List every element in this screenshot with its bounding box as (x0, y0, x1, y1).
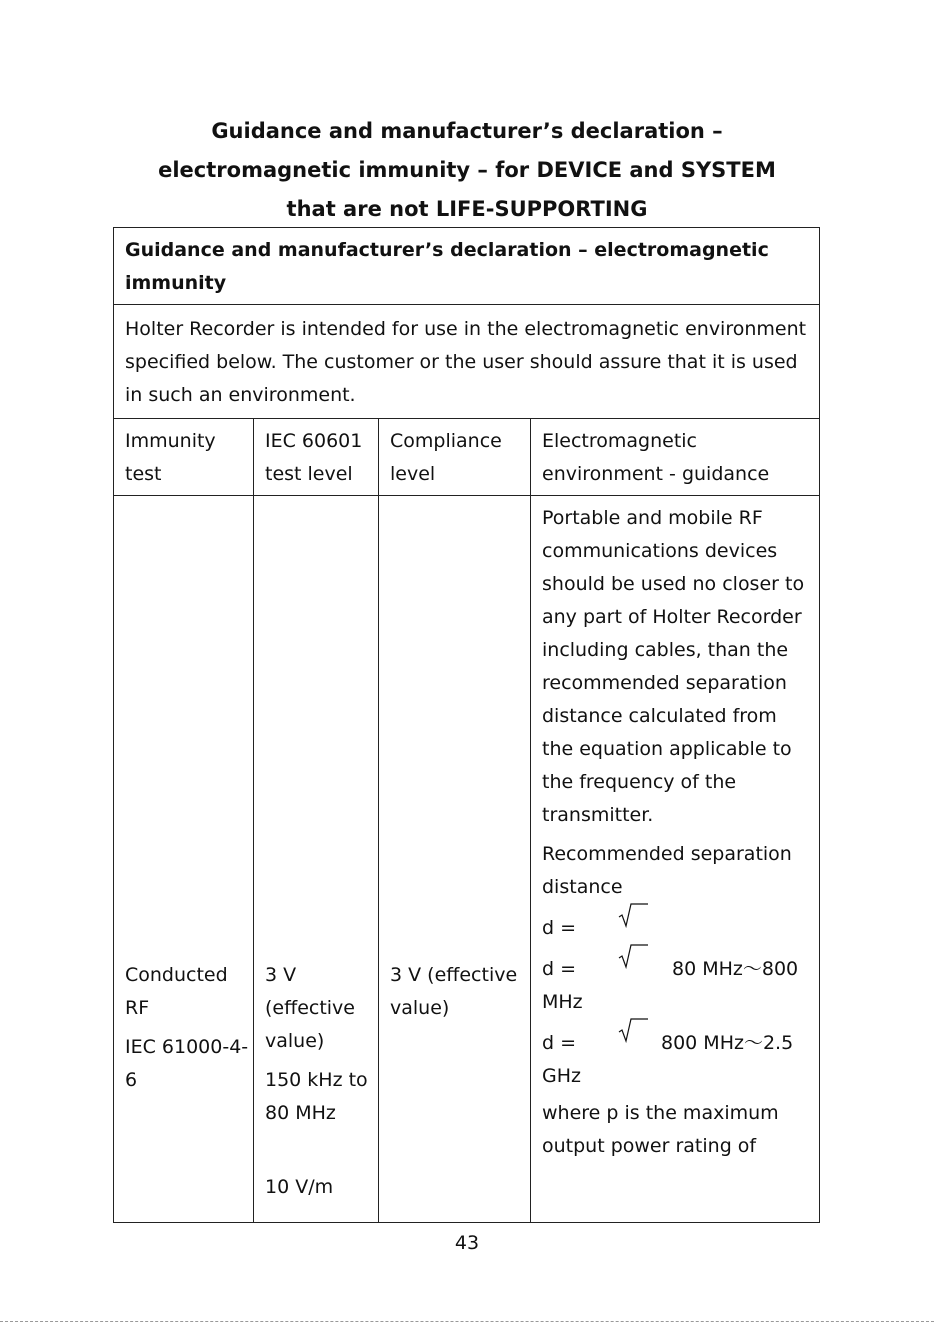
iec-level-value: 3 V (effective value) (265, 964, 355, 1052)
equation-1-label: d = (542, 917, 577, 939)
cell-compliance (379, 496, 531, 1223)
test-standard: IEC 61000-4-6 (125, 1036, 249, 1091)
equation-1 (542, 912, 813, 945)
iec-level-radiated: 10 V/m (265, 1176, 334, 1198)
guidance-paragraph-2: Recommended separation distance (542, 843, 792, 898)
cell-guidance (531, 496, 820, 1223)
sqrt-icon (618, 943, 648, 969)
equation-3-frequency: 800 MHz～2.5 (661, 1032, 794, 1054)
test-name: Conducted RF (125, 964, 228, 1019)
equation-2-label: d = (542, 958, 577, 980)
title-line-1: Guidance and manufacturer’s declaration – (211, 119, 723, 143)
document-title (0, 112, 934, 229)
equation-3-label: d = (542, 1032, 577, 1054)
title-line-3: that are not LIFE-SUPPORTING (286, 197, 648, 221)
iec-level-range: 150 kHz to 80 MHz (265, 1069, 368, 1124)
col-header-compliance: Compliance level (379, 419, 531, 496)
sqrt-icon (618, 902, 648, 928)
guidance-paragraph-3: where p is the maximum output power rating of (542, 1102, 779, 1157)
col-header-guidance: Electromagnetic environment - guidance (531, 419, 820, 496)
equation-3 (542, 1027, 813, 1093)
col-header-iec-level: IEC 60601 test level (254, 419, 379, 496)
cell-immunity-test (114, 496, 254, 1223)
compliance-value: 3 V (effective value) (390, 964, 518, 1019)
page-number: 43 (454, 1232, 480, 1254)
equation-2-unit: MHz (542, 991, 583, 1013)
sqrt-icon (618, 1017, 648, 1043)
table-row (114, 496, 820, 1223)
col-header-immunity-test: Immunity test (114, 419, 254, 496)
guidance-paragraph-1: Portable and mobile RF communications devices should be used no closer to any part of Holter Recorder including cables, than the recommended separation distance calculated from the equation applicable to the frequency of the transmitter. (542, 507, 805, 826)
equation-2 (542, 953, 813, 1019)
table-header: Guidance and manufacturer’s declaration – electromagnetic immunity (114, 228, 820, 305)
immunity-table (113, 227, 820, 1223)
page-bottom-divider (0, 1321, 934, 1322)
cell-iec-level (254, 496, 379, 1223)
equation-3-unit: GHz (542, 1065, 581, 1087)
table-intro: Holter Recorder is intended for use in the electromagnetic environment specified below. The customer or the user should assure that it is used in such an environment. (114, 305, 820, 419)
equation-2-frequency: 80 MHz～800 (672, 958, 799, 980)
title-line-2: electromagnetic immunity – for DEVICE and SYSTEM (158, 158, 776, 182)
